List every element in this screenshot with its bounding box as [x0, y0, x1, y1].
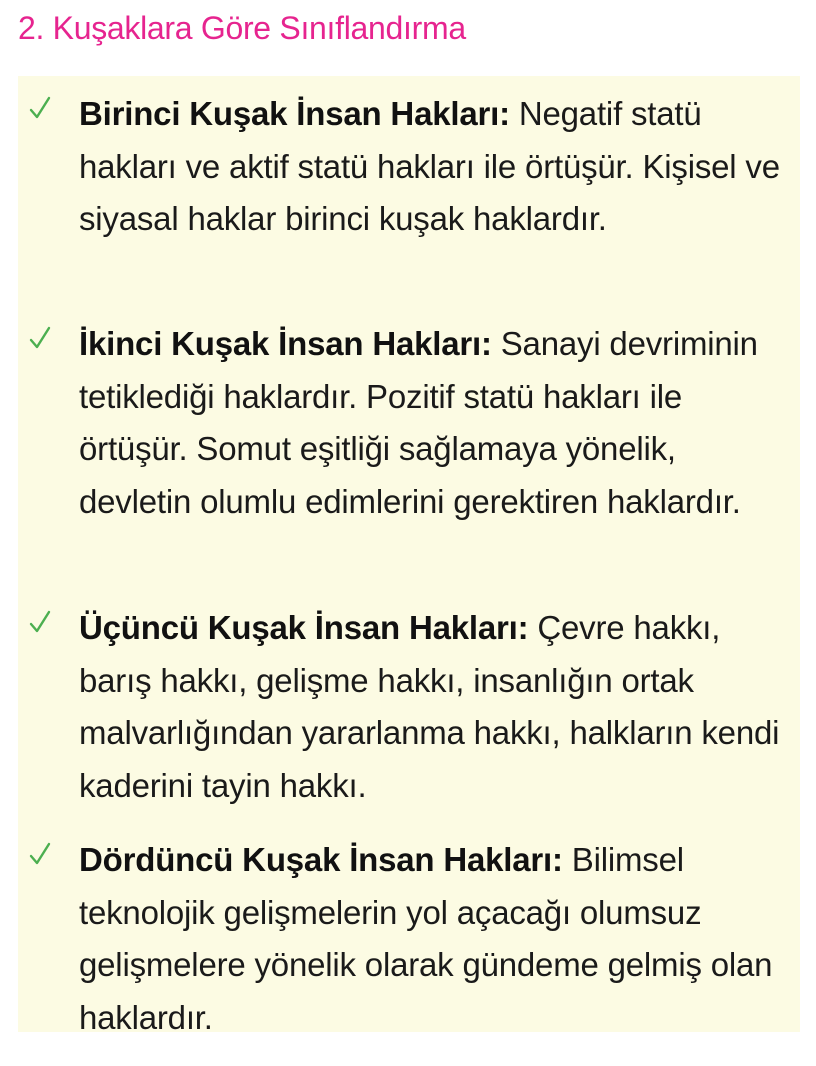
- list-item-text: [79, 602, 791, 812]
- list-item-description: Bilimsel teknolojik gelişmelerin yol açacağı olumsuz gelişmelere yönelik olarak gündeme gelmiş olan haklardır.: [79, 841, 773, 1036]
- check-mark-icon: [28, 319, 52, 357]
- list-item-term: Dördüncü Kuşak İnsan Hakları:: [79, 841, 563, 878]
- list-item-description: Çevre hakkı, barış hakkı, gelişme hakkı, insanlığın ortak malvarlığından yararlanma hakkı, halkların kendi kaderini tayin hakkı.: [79, 609, 780, 804]
- list-item-term: Üçüncü Kuşak İnsan Hakları:: [79, 609, 529, 646]
- list-item-text: [79, 88, 791, 246]
- check-mark-icon: [28, 89, 52, 127]
- list-item-text: [79, 318, 791, 528]
- check-mark-icon: [28, 835, 52, 873]
- list-item-text: [79, 834, 791, 1044]
- info-box: [18, 76, 800, 1036]
- check-mark-icon: [28, 603, 52, 641]
- list-item-description: Sanayi devriminin tetiklediği haklardır. Pozitif statü hakları ile örtüşür. Somut eşitliği sağlamaya yönelik, devletin olumlu edimlerini gerektiren haklardır.: [79, 325, 758, 520]
- list-item-term: İkinci Kuşak İnsan Hakları:: [79, 325, 492, 362]
- list-item-description: Negatif statü hakları ve aktif statü hakları ile örtüşür. Kişisel ve siyasal haklar birinci kuşak haklardır.: [79, 95, 780, 237]
- list-item-term: Birinci Kuşak İnsan Hakları:: [79, 95, 510, 132]
- section-title: 2. Kuşaklara Göre Sınıflandırma: [18, 10, 466, 46]
